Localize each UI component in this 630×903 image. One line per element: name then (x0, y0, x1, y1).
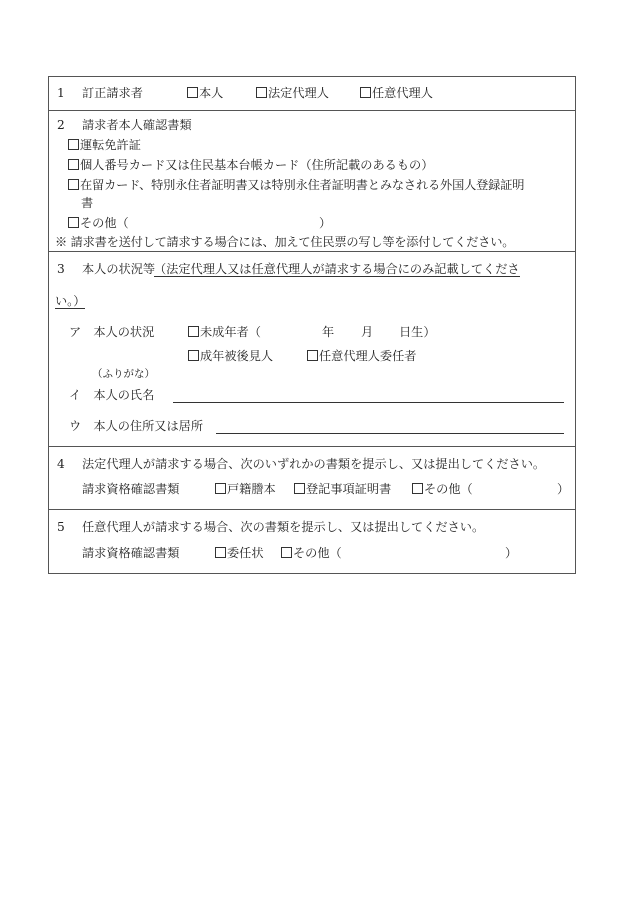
condition-note: （法定代理人又は任意代理人が請求する場合にのみ記載してくださ (154, 262, 520, 276)
birth-month-label: 月 (361, 325, 374, 339)
doc-other-close: ） (319, 216, 332, 230)
section-title: 請求者本人確認書類 (82, 118, 192, 132)
checkbox[interactable] (68, 139, 79, 150)
option-minor[interactable]: 未成年者（ (188, 325, 261, 339)
doc-residence-card-cont: 書 (81, 196, 94, 210)
address-field[interactable] (216, 433, 564, 434)
checkbox[interactable] (294, 483, 305, 494)
doc-type-label: 請求資格確認書類 (82, 482, 180, 496)
furigana-label: （ふりがな） (92, 368, 155, 380)
section-number: 1 (57, 86, 65, 100)
checkbox[interactable] (360, 87, 371, 98)
checkbox[interactable] (412, 483, 423, 494)
birth-year-label: 年 (322, 325, 335, 339)
checkbox[interactable] (215, 547, 226, 558)
option-self[interactable]: 本人 (187, 86, 223, 100)
checkbox[interactable] (281, 547, 292, 558)
option-power-of-attorney[interactable]: 委任状 (215, 546, 264, 560)
doc-type-label: 請求資格確認書類 (82, 546, 180, 560)
section-instruction: 任意代理人が請求する場合、次の書類を提示し、又は提出してください。 (82, 520, 485, 534)
section-instruction: 法定代理人が請求する場合、次のいずれかの書類を提示し、又は提出してください。 (82, 457, 546, 471)
section-legal-rep-docs (49, 447, 575, 510)
other-close: ） (557, 482, 570, 496)
option-registry-certificate[interactable]: 登記事項証明書 (294, 482, 391, 496)
option-other[interactable]: その他（ (412, 482, 473, 496)
checkbox[interactable] (188, 326, 199, 337)
other-close: ） (505, 546, 518, 560)
option-other[interactable]: その他（ (281, 546, 342, 560)
checkbox[interactable] (68, 159, 79, 170)
birth-day-label: 日生） (399, 325, 436, 339)
option-adult-ward[interactable]: 成年被後見人 (188, 349, 273, 363)
section-number: 3 (57, 262, 65, 276)
address-label: ウ 本人の住所又は居所 (69, 419, 204, 433)
doc-my-number-card[interactable]: 個人番号カード又は住民基本台帳カード（住所記載のあるもの） (68, 158, 433, 172)
section-title: 訂正請求者 (82, 86, 143, 100)
checkbox[interactable] (307, 350, 318, 361)
option-legal-rep[interactable]: 法定代理人 (256, 86, 329, 100)
name-label: イ 本人の氏名 (69, 388, 155, 402)
checkbox[interactable] (256, 87, 267, 98)
doc-other[interactable]: その他（ (68, 216, 129, 230)
doc-drivers-license[interactable]: 運転免許証 (68, 138, 141, 152)
section-number: 5 (57, 520, 65, 534)
section-title: 本人の状況等 (82, 262, 156, 276)
checkbox[interactable] (188, 350, 199, 361)
option-voluntary-rep[interactable]: 任意代理人 (360, 86, 433, 100)
option-principal[interactable]: 任意代理人委任者 (307, 349, 417, 363)
section-person-status (49, 252, 575, 447)
section-number: 4 (57, 457, 65, 471)
status-label: ア 本人の状況 (69, 325, 155, 339)
checkbox[interactable] (187, 87, 198, 98)
option-family-register[interactable]: 戸籍謄本 (215, 482, 276, 496)
request-form (48, 76, 576, 574)
section-voluntary-rep-docs (49, 510, 575, 573)
section-requester (49, 77, 575, 111)
checkbox[interactable] (215, 483, 226, 494)
name-field[interactable] (173, 402, 564, 403)
checkbox[interactable] (68, 179, 79, 190)
section-number: 2 (57, 118, 65, 132)
section-id-documents (49, 111, 575, 252)
checkbox[interactable] (68, 217, 79, 228)
doc-residence-card[interactable]: 在留カード、特別永住者証明書又は特別永住者証明書とみなされる外国人登録証明 (68, 178, 524, 192)
condition-note-cont: い。） (55, 294, 86, 308)
mail-note: ※ 請求書を送付して請求する場合には、加えて住民票の写し等を添付してください。 (55, 235, 515, 249)
